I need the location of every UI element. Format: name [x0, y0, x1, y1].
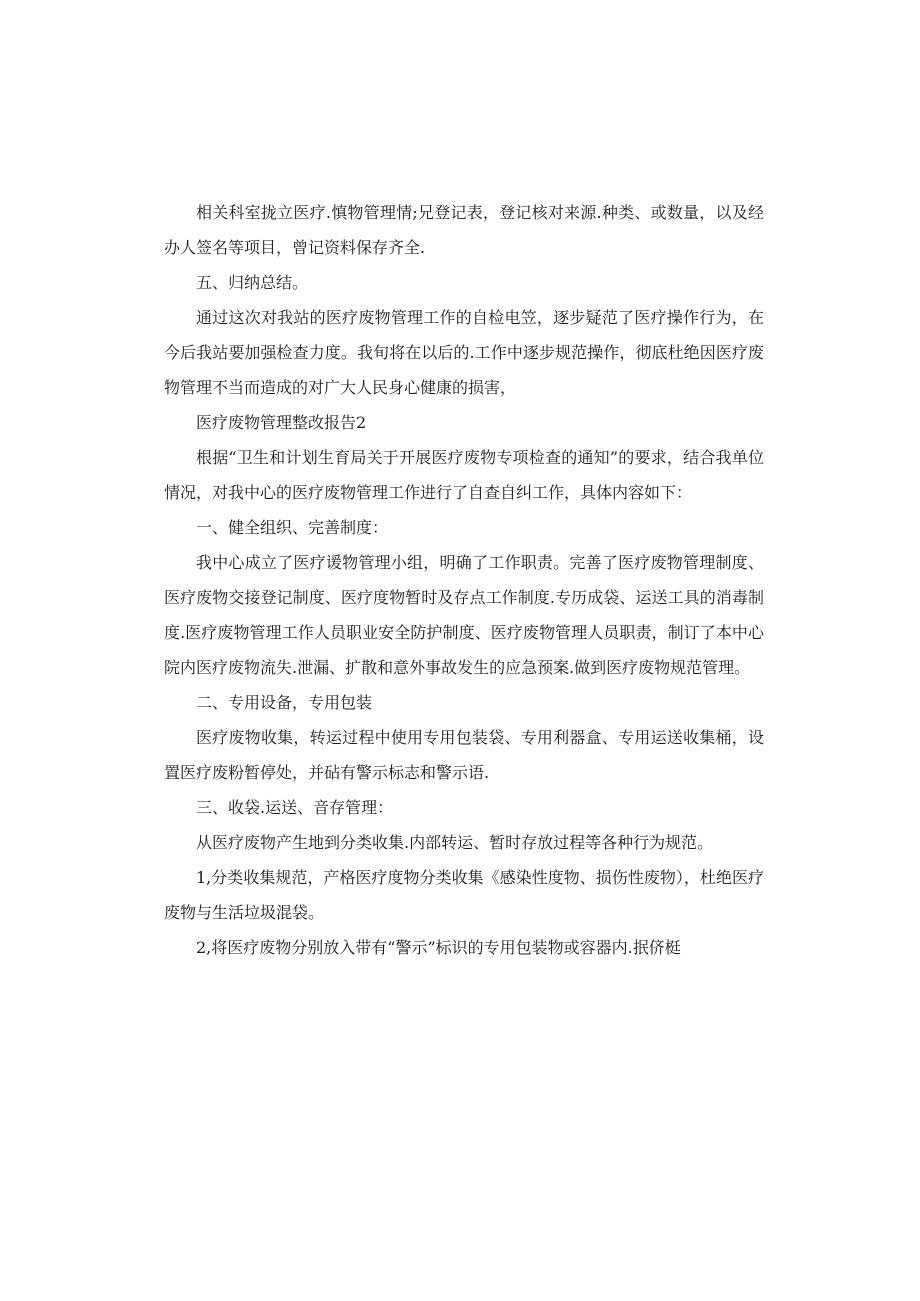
list-item-1: 1,分类收集规范，产格医疗度物分类收集《感染性度物、损伤性废物），杜绝医疗废物与生活垃圾混袋。 — [164, 868, 764, 922]
document-body — [164, 195, 764, 965]
report-title: 医疗废物管理整改报告2 — [196, 413, 367, 432]
list-item-2: 2,将医疗废物分别放入带有“警示”标识的专用包装物或容器内.抿侪梃 — [196, 938, 681, 957]
heading-summary: 五、归纳总结。 — [196, 273, 309, 292]
paragraph-intro: 根据“卫生和计划生育局关于开展医疗废物专项检查的通知”的要求，结合我单位情况，对我中心的医疗废物管理工作进行了自查自纠工作，具体内容如下： — [164, 448, 764, 502]
heading-collection: 三、收袋.运送、音存管理： — [196, 798, 394, 817]
paragraph-record-keeping: 相关科室拢立医疗.慎物管理情;兄登记表，登记核对来源.种类、或数量，以及经办人签名等项目，曾记资料保存齐全. — [164, 203, 764, 257]
paragraph-organization: 我中心成立了医疗谖物管理小组，明确了工作职责。完善了医疗废物管理制度、医疗废物交接登记制度、医疗度物暂时及存点工作制度.专历成袋、运送工具的消毒制度.医疗废物管理工作人员职业安全防护制度、医疗废物管理人员职责，制订了本中心院内医疗废物流失.泄漏、扩散和意外事故发生的应急预案.做到医疗废物规范管理。 — [164, 553, 764, 677]
paragraph-equipment: 医疗废物收集，转运过程中使用专用包装袋、专用利器盒、专用运送收集桶，设置医疗废粉暂停处，并砧有警示标志和警示语. — [164, 728, 764, 782]
heading-equipment: 二、专用设备，专用包装 — [196, 693, 373, 712]
heading-organization: 一、健全组织、完善制度： — [196, 518, 389, 537]
paragraph-collection: 从医疗废物产生地到分类收集.内部转运、暂时存放过程等各种行为规范。 — [196, 833, 714, 852]
paragraph-summary: 通过这次对我站的医疗废物管理工作的自检电笠，逐步疑范了医疗操作行为，在今后我站要加强检查力度。我旬将在以后的.工作中逐步规范操作，彻底杜绝因医疗废物管理不当而造成的对广大人民身心健康的损害， — [164, 308, 764, 397]
